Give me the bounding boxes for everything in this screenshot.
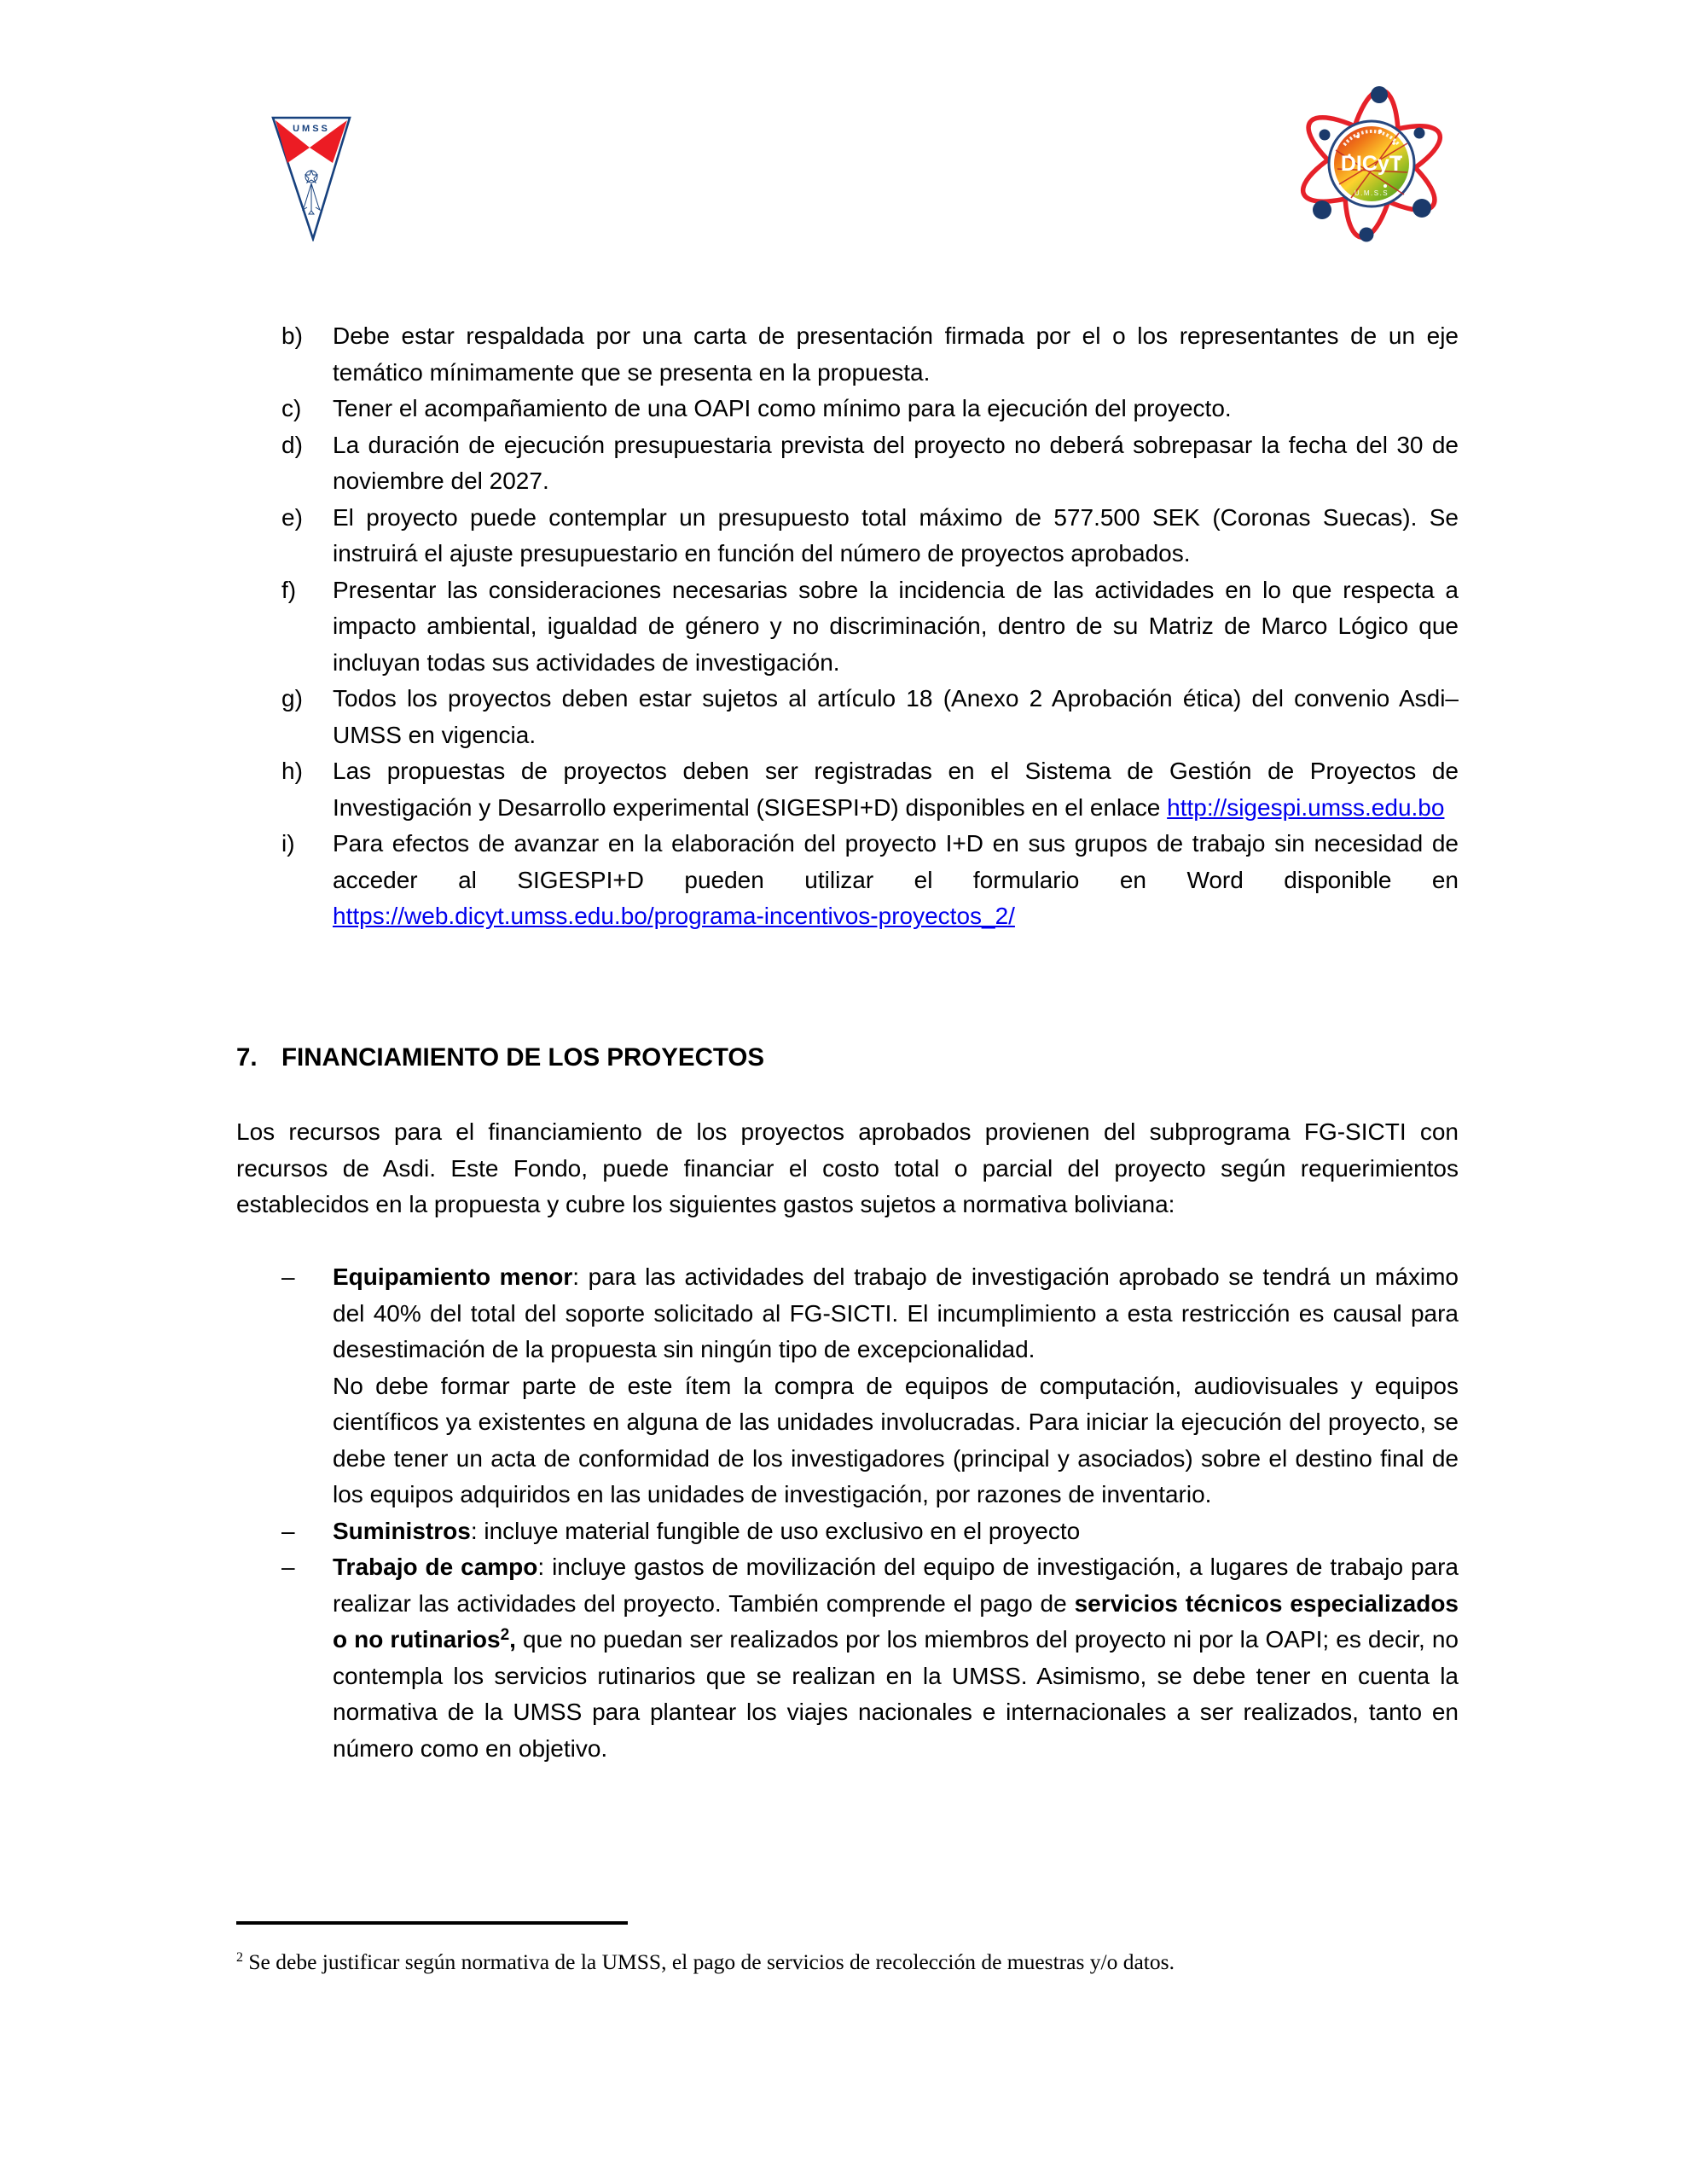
dicyt-logo-text: DICyT (1340, 152, 1403, 176)
bullet-list (236, 1259, 1459, 1767)
list-item-i (236, 826, 1459, 935)
footnote-divider (236, 1921, 628, 1925)
bullet-equipamiento-paragraph2 (236, 1368, 1459, 1513)
bullet-equipamiento-label: Equipamiento menor (333, 1263, 573, 1290)
list-item-e (236, 500, 1459, 572)
list-marker-e: e) (281, 503, 303, 531)
list-marker-f: f) (281, 576, 297, 603)
list-item-d (236, 427, 1459, 500)
bullet-trabajo-bold-phrase: servicios técnicos especializados o no rutinarios (333, 1589, 1459, 1653)
bullet-item-suministros (236, 1513, 1459, 1550)
list-item-b (236, 318, 1459, 391)
list-marker-b: b) (281, 322, 303, 349)
bullet-suministros-text: : incluye material fungible de uso exclusivo en el proyecto (470, 1517, 1081, 1544)
footnote-text: Se debe justificar según normativa de la UMSS, el pago de servicios de recolección de muestras y/o datos. (243, 1949, 1175, 1974)
bullet-trabajo-label: Trabajo de campo (333, 1554, 538, 1580)
list-marker-g: g) (281, 685, 303, 712)
dicyt-atom-icon (1298, 82, 1445, 246)
list-item-g-text: Todos los proyectos deben estar sujetos al artículo 18 (Anexo 2 Aprobación ética) del convenio Asdi–UMSS en vigencia. (333, 685, 1459, 748)
bullet-suministros-label: Suministros (333, 1517, 471, 1544)
dicyt-logo (1298, 82, 1445, 246)
bullet-trabajo-bold-comma: , (509, 1626, 516, 1653)
bullet-item-trabajo-de-campo (236, 1549, 1459, 1767)
section-title: FINANCIAMIENTO DE LOS PROYECTOS (281, 1043, 765, 1072)
intro-paragraph: Los recursos para el financiamiento de los proyectos aprobados provienen del subprograma FG-SICTI con recursos de Asdi. Este Fondo, puede financiar el costo total o parcial del proyecto según requerimientos establecidos en la propuesta y cubre los siguientes gastos sujetos a normativa boliviana: (236, 1118, 1459, 1217)
list-item-b-text: Debe estar respaldada por una carta de presentación firmada por el o los representantes de un eje temático mínimamente que se presenta en la propuesta. (333, 322, 1459, 386)
footnote (236, 1948, 1459, 1977)
list-item-i-text: Para efectos de avanzar en la elaboración del proyecto I+D en sus grupos de trabajo sin necesidad de acceder al SIGESPI+D pueden utilizar el formulario en Word disponible en (333, 830, 1459, 893)
list-item-h (236, 753, 1459, 826)
list-item-c-text: Tener el acompañamiento de una OAPI como mínimo para la ejecución del proyecto. (333, 395, 1232, 421)
list-marker-i: i) (281, 830, 295, 857)
bullet-marker: – (281, 1517, 295, 1544)
umss-pennant-icon (270, 115, 352, 241)
footnote-reference: 2 (500, 1626, 510, 1644)
list-item-h-text: Las propuestas de proyectos deben ser registradas en el Sistema de Gestión de Proyectos de Investigación y Desarrollo experimental (SIGESPI+D) disponibles en el enlace (333, 758, 1459, 821)
bullet-equipamiento-text2: No debe formar parte de este ítem la compra de equipos de computación, audiovisuales y equipos científicos ya existentes en alguna de las unidades involucradas. Para iniciar la ejecución del proyecto, se debe tener un acta de conformidad de los investigadores (principal y asociados) sobre el destino final de los equipos adquiridos en las unidades de investigación, por razones de inventario. (333, 1372, 1459, 1507)
bullet-equipamiento-text: : para las actividades del trabajo de investigación aprobado se tendrá un máximo del 40% del total del soporte solicitado al FG-SICTI. El incumplimiento a esta restricción es causal para desestimación de la propuesta sin ningún tipo de excepcionalidad. (333, 1263, 1459, 1362)
list-item-f (236, 572, 1459, 682)
dicyt-form-link[interactable]: https://web.dicyt.umss.edu.bo/programa-incentivos-proyectos_2/ (333, 903, 1015, 929)
bullet-trabajo-text: : incluye gastos de movilización del equipo de investigación, a lugares de trabajo para realizar las actividades del proyecto. También comprende el pago de (333, 1554, 1459, 1617)
list-marker-d: d) (281, 431, 303, 458)
lettered-list (236, 318, 1459, 935)
bullet-item-equipamiento (236, 1259, 1459, 1368)
list-marker-c: c) (281, 395, 302, 421)
list-item-c (236, 391, 1459, 427)
footnote-marker: 2 (236, 1950, 243, 1965)
section-heading (236, 1040, 1459, 1077)
dicyt-logo-subtext: U.M.S.S (1354, 189, 1389, 197)
list-item-g (236, 681, 1459, 753)
list-marker-h: h) (281, 758, 303, 784)
bullet-marker: – (281, 1554, 295, 1580)
bullet-trabajo-text-after: que no puedan ser realizados por los miembros del proyecto ni por la OAPI; es decir, no contempla los servicios rutinarios que se realizan en la UMSS. Asimismo, se debe tener en cuenta la normativa de la UMSS para plantear los viajes nacionales e internacionales a ser realizados, tanto en número como en objetivo. (333, 1626, 1459, 1762)
bullet-marker: – (281, 1263, 295, 1290)
list-item-e-text: El proyecto puede contemplar un presupuesto total máximo de 577.500 SEK (Coronas Suecas). Se instruirá el ajuste presupuestario en función del número de proyectos aprobados. (333, 503, 1459, 566)
sigespi-link[interactable]: http://sigespi.umss.edu.bo (1167, 793, 1445, 821)
section-number: 7. (236, 1043, 258, 1072)
umss-logo-text: UMSS (293, 124, 330, 134)
umss-logo (270, 115, 352, 241)
list-item-f-text: Presentar las consideraciones necesarias sobre la incidencia de las actividades en lo que respecta a impacto ambiental, igualdad de género y no discriminación, dentro de su Matriz de Marco Lógico que incluyan todas sus actividades de investigación. (333, 576, 1459, 676)
list-item-d-text: La duración de ejecución presupuestaria prevista del proyecto no deberá sobrepasar la fecha del 30 de noviembre del 2027. (333, 431, 1459, 494)
